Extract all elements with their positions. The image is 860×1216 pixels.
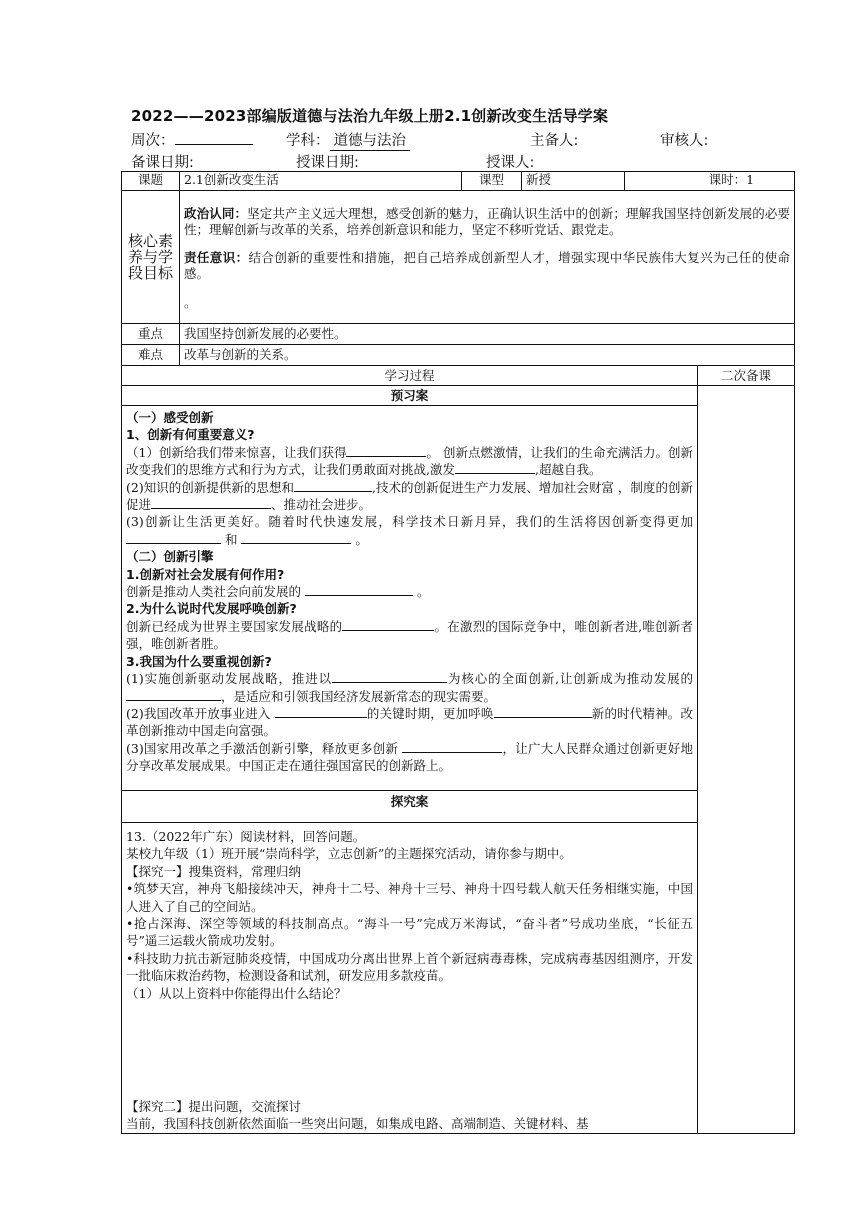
answer-4-1: (1)实施创新驱动发展战略，推进以 为核心的全面创新,让创新成为推动发展的 ，是适应和引领我国经济发展新常态的现实需要。 bbox=[126, 671, 693, 704]
key-point-value: 我国坚持创新发展的必要性。 bbox=[180, 324, 795, 345]
preview-heading: 预习案 bbox=[122, 386, 698, 406]
answer-4-2: (2)我国改革开放事业进入 的关键时期，更加呼唤 新的时代精神。改革创新推动中国走向富强。 bbox=[126, 705, 693, 739]
key-point-row bbox=[122, 324, 795, 345]
preview-content bbox=[122, 406, 698, 791]
answer-4-3: (3)国家用改革之手激活创新引擎，释放更多创新 ，让广大人民群众通过创新更好地分享改革发展成果。中国正走在通往强国富民的创新路上。 bbox=[126, 740, 693, 774]
explore-heading: 探究案 bbox=[122, 791, 698, 823]
difficulty-row bbox=[122, 345, 795, 366]
blank-11[interactable] bbox=[275, 705, 367, 718]
goal-trailing-mark: 。 bbox=[184, 294, 197, 310]
question-2: 1.创新对社会发展有何作用? bbox=[126, 566, 285, 582]
subject-field bbox=[286, 129, 410, 151]
subject-label: 学科： bbox=[286, 133, 330, 149]
explore-bullet-1: •筑梦天宫，神舟飞船接续冲天，神舟十二号、神舟十三号、神舟十四号载人航天任务相继实施，中国人进入了自己的空间站。 bbox=[126, 881, 693, 914]
blank-7[interactable] bbox=[305, 583, 413, 596]
teacher-label: 授课人: bbox=[486, 155, 535, 171]
explore-intro-2: 某校九年级（1）班开展“崇尚科学，立志创新”的主题探究活动，请你参与期中。 bbox=[126, 846, 572, 862]
explore-content bbox=[122, 823, 698, 1134]
goal-political-title: 政治认同： bbox=[184, 205, 248, 221]
blank-8[interactable] bbox=[342, 618, 434, 631]
difficulty-label: 难点 bbox=[122, 345, 180, 366]
answer-2: 创新是推动人类社会向前发展的 。 bbox=[126, 584, 430, 600]
goals-content bbox=[180, 191, 795, 324]
key-point-label: 重点 bbox=[122, 324, 180, 345]
preview-content-row bbox=[122, 406, 795, 791]
section-innovation-engine: （二）创新引擎 bbox=[126, 549, 214, 565]
topic-row bbox=[122, 172, 795, 191]
explore-2-text: 当前，我国科技创新依然面临一些突出问题，如集成电路、高端制造、关键材料、基 bbox=[126, 1116, 589, 1132]
answer-1-1: （1）创新给我们带来惊喜，让我们获得 。 创新点燃激情，让我们的生命充满活力。创新改变我们的思维方式和行为方式，让我们勇敢面对挑战,激发 ,超越自我。 bbox=[126, 444, 693, 478]
blank-10[interactable] bbox=[126, 688, 221, 701]
answer-3: 创新已经成为世界主要国家发展战略的 。在激烈的国际竞争中，唯创新者进,唯创新者强，唯创新者胜。 bbox=[126, 618, 693, 652]
period-value: 课时：1 bbox=[625, 172, 795, 191]
study-guide-table bbox=[121, 171, 795, 1134]
preparer-label: 主备人: bbox=[530, 133, 579, 149]
preview-heading-row bbox=[122, 386, 795, 406]
explore-intro: 13.（2022年广东）阅读材料，回答问题。 bbox=[126, 829, 366, 844]
blank-13[interactable] bbox=[402, 740, 502, 753]
explore-question-1: （1）从以上资料中你能得出什么结论？ bbox=[126, 985, 347, 1001]
difficulty-value: 改革与创新的关系。 bbox=[180, 345, 795, 366]
week-field bbox=[131, 129, 253, 150]
section-feel-innovation: （一）感受创新 bbox=[126, 410, 214, 425]
goals-label: 核心素养与学段目标 bbox=[122, 191, 180, 324]
class-date-label: 授课日期: bbox=[296, 155, 359, 171]
goal-responsibility-text: 结合创新的重要性和措施，把自己培养成创新型人才，增强实现中华民族伟大复兴为己任的使命感。 bbox=[184, 250, 790, 281]
explore-bullet-3: •科技助力抗击新冠肺炎疫情，中国成功分离出世界上首个新冠病毒毒株，完成病毒基因组测序，开发一批临床救治药物，检测设备和试剂，研发应用多款疫苗。 bbox=[126, 950, 693, 984]
question-4: 3.我国为什么要重视创新? bbox=[126, 653, 272, 669]
second-prep-label: 二次备课 bbox=[698, 366, 795, 386]
subject-value: 道德与法治 bbox=[330, 129, 411, 151]
blank-4[interactable] bbox=[151, 496, 271, 509]
question-3: 2.为什么说时代发展呼唤创新? bbox=[126, 601, 297, 617]
blank-2[interactable] bbox=[455, 461, 535, 474]
answer-1-3: (3)创新让生活更美好。随着时代快速发展，科学技术日新月异，我们的生活将因创新变得更加 和 。 bbox=[126, 514, 693, 547]
process-row bbox=[122, 366, 795, 386]
blank-6[interactable] bbox=[241, 531, 351, 544]
week-label: 周次： bbox=[131, 133, 175, 149]
prep-date-label: 备课日期: bbox=[131, 155, 194, 171]
process-label: 学习过程 bbox=[122, 366, 698, 386]
explore-1-title: 【探究一】搜集资料，常理归纳 bbox=[126, 863, 302, 879]
answer-space[interactable] bbox=[126, 1002, 693, 1098]
blank-5[interactable] bbox=[126, 531, 221, 544]
type-value: 新授 bbox=[522, 172, 625, 191]
blank-1[interactable] bbox=[346, 444, 426, 457]
type-label: 课型 bbox=[462, 172, 522, 191]
topic-label: 课题 bbox=[122, 172, 180, 191]
second-prep-column[interactable] bbox=[698, 386, 795, 1134]
blank-9[interactable] bbox=[332, 670, 447, 683]
goals-row bbox=[122, 191, 795, 324]
explore-2-title: 【探究二】提出问题，交流探讨 bbox=[126, 1099, 302, 1115]
goal-responsibility-title: 责任意识： bbox=[184, 250, 249, 265]
document-title: 2022——2023部编版道德与法治九年级上册2.1创新改变生活导学案 bbox=[131, 107, 609, 125]
topic-value: 2.1创新改变生活 bbox=[180, 172, 462, 191]
reviewer-label: 审核人: bbox=[660, 133, 709, 149]
question-1: 1、创新有何重要意义? bbox=[126, 427, 255, 443]
explore-bullet-2: •抢占深海、深空等领域的科技制高点。“海斗一号”完成万米海试，“奋斗者”号成功坐底，“长征五号”遥三运载火箭成功发射。 bbox=[126, 916, 693, 949]
blank-12[interactable] bbox=[494, 705, 592, 718]
answer-1-2: (2)知识的创新提供新的思想和 ,技术的创新促进生产力发展、增加社会财富 ，制度的创新促进 、推动社会进步。 bbox=[126, 479, 693, 513]
explore-heading-row bbox=[122, 791, 795, 823]
explore-content-row bbox=[122, 823, 795, 1134]
week-blank[interactable] bbox=[175, 130, 253, 145]
goal-political-text: 坚定共产主义远大理想，感受创新的魅力，正确认识生活中的创新；理解我国坚持创新发展的必要性；理解创新与改革的关系，培养创新意识和能力，坚定不移听党话、跟党走。 bbox=[184, 205, 790, 237]
blank-3[interactable] bbox=[294, 479, 372, 492]
